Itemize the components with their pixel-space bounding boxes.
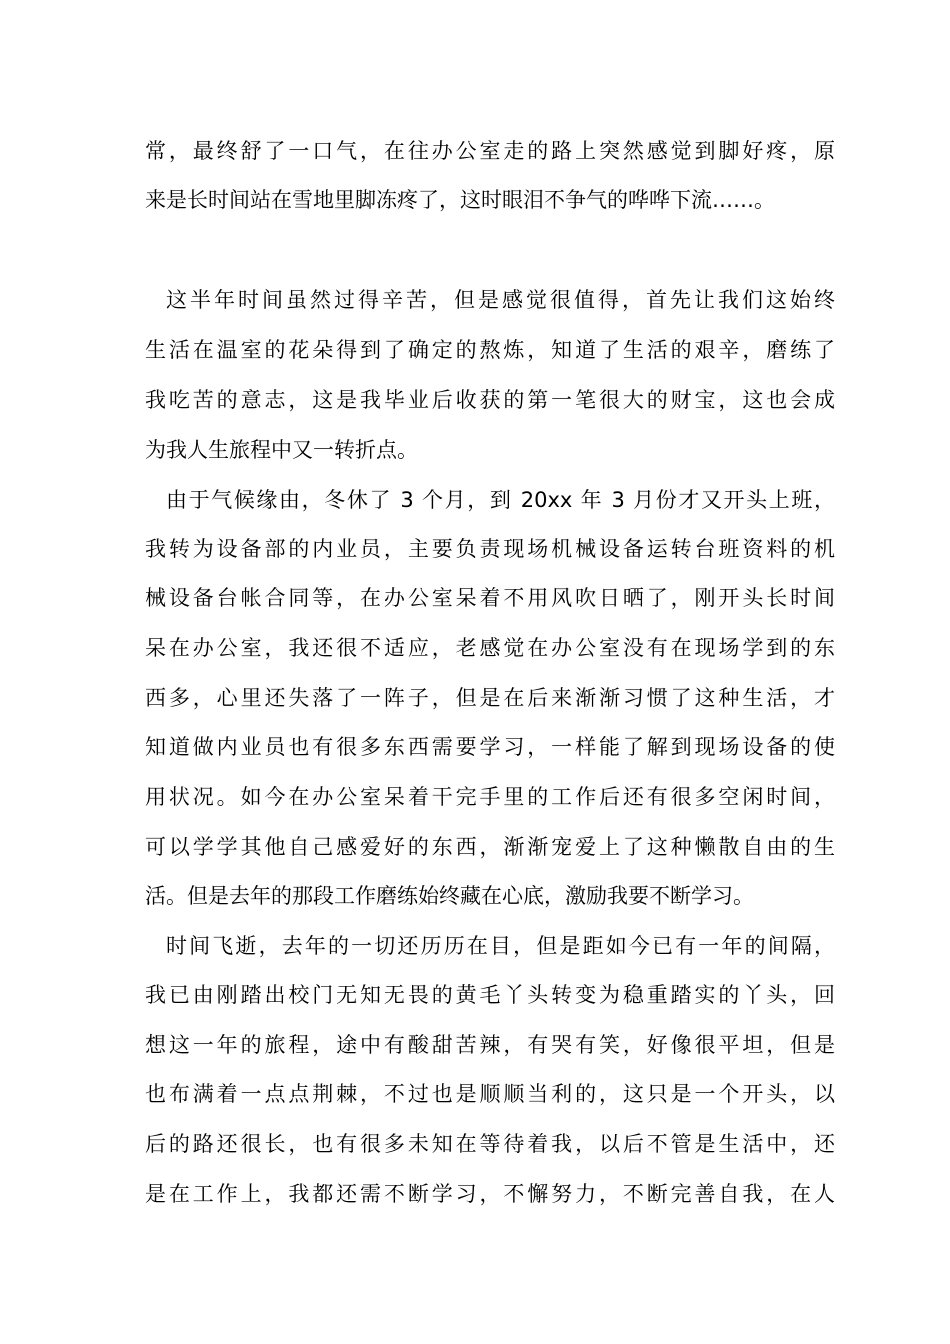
text-line: 呆在办公室，我还很不适应，老感觉在办公室没有在现场学到的东 <box>145 636 835 660</box>
text-line: 常，最终舒了一口气，在往办公室走的路上突然感觉到脚好疼，原 <box>145 139 835 163</box>
text-line: 可以学学其他自己感爱好的东西，渐渐宠爱上了这种懒散自由的生 <box>145 835 835 859</box>
text-line: 我转为设备部的内业员，主要负责现场机械设备运转台班资料的机 <box>145 537 835 561</box>
text-line: 为我人生旅程中又一转折点。 <box>145 438 418 462</box>
text-line: 知道做内业员也有很多东西需要学习，一样能了解到现场设备的使 <box>145 735 835 759</box>
text-line: 后的路还很长，也有很多未知在等待着我，以后不管是生活中，还 <box>145 1132 835 1156</box>
text-line: 想这一年的旅程，途中有酸甜苦辣，有哭有笑，好像很平坦，但是 <box>145 1033 835 1057</box>
text-line: 我吃苦的意志，这是我毕业后收获的第一笔很大的财宝，这也会成 <box>145 388 835 412</box>
text-line: 来是长时间站在雪地里脚冻疼了，这时眼泪不争气的哗哗下流……。 <box>145 188 775 212</box>
text-line: 是在工作上，我都还需不断学习，不懈努力，不断完善自我，在人 <box>145 1182 835 1206</box>
text-line: 用状况。如今在办公室呆着干完手里的工作后还有很多空闲时间， <box>145 785 835 809</box>
text-line: 西多，心里还失落了一阵子，但是在后来渐渐习惯了这种生活，才 <box>145 686 835 710</box>
text-line: 我已由刚踏出校门无知无畏的黄毛丫头转变为稳重踏实的丫头，回 <box>145 983 835 1007</box>
text-line: 生活在温室的花朵得到了确定的熬炼，知道了生活的艰辛，磨练了 <box>145 338 835 362</box>
text-line: 活。但是去年的那段工作磨练始终藏在心底，激励我要不断学习。 <box>145 884 754 908</box>
paragraph-start-line: 这半年时间虽然过得辛苦，但是感觉很值得，首先让我们这始终 <box>166 288 835 312</box>
text-line: 械设备台帐合同等，在办公室呆着不用风吹日晒了，刚开头长时间 <box>145 586 835 610</box>
text-line: 也布满着一点点荆棘，不过也是顺顺当利的，这只是一个开头，以 <box>145 1082 835 1106</box>
paragraph-start-line: 时间飞逝，去年的一切还历历在目，但是距如今已有一年的间隔， <box>166 934 835 958</box>
paragraph-start-line: 由于气候缘由，冬休了 3 个月，到 20xx 年 3 月份才又开头上班， <box>166 488 835 512</box>
